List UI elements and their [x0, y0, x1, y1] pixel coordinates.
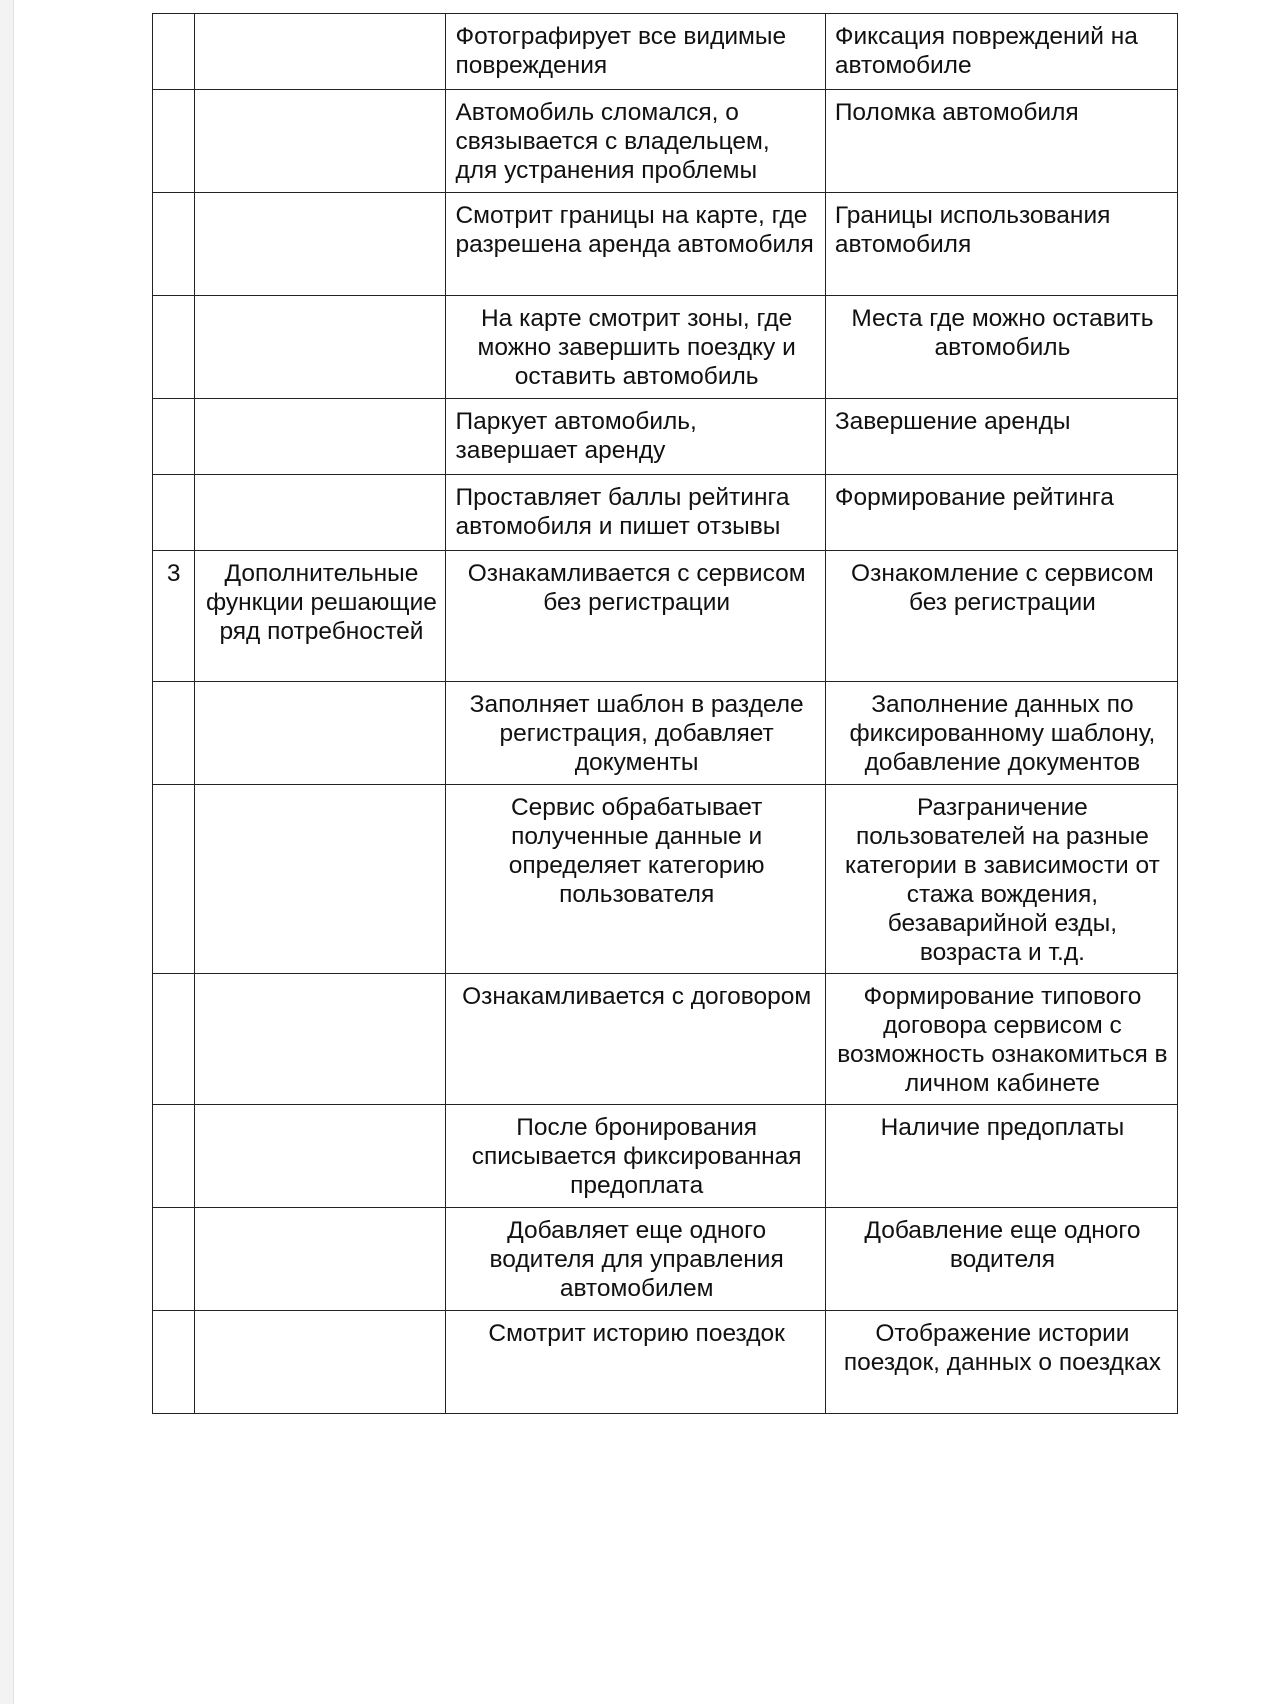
table-row: [153, 193, 1178, 296]
user-action-cell: Заполняет шаблон в разделе регистрация, добавляет документы: [446, 682, 825, 785]
user-action-cell: Паркует автомобиль, завершает аренду: [446, 399, 825, 475]
stage-cell: [195, 14, 446, 90]
row-number: [153, 1105, 195, 1208]
table-row: [153, 974, 1178, 1105]
row-number: [153, 785, 195, 974]
stage-cell: [195, 1311, 446, 1414]
function-cell: Наличие предоплаты: [825, 1105, 1177, 1208]
row-number: [153, 90, 195, 193]
function-cell: Отображение истории поездок, данных о поездках: [825, 1311, 1177, 1414]
function-cell: Разграничение пользователей на разные категории в зависимости от стажа вождения, безаварийной езды, возраста и т.д.: [825, 785, 1177, 974]
function-cell: Места где можно оставить автомобиль: [825, 296, 1177, 399]
user-action-cell: Автомобиль сломался, о связывается с владельцем, для устранения проблемы: [446, 90, 825, 193]
row-number: [153, 682, 195, 785]
table-row: [153, 1105, 1178, 1208]
row-number: [153, 14, 195, 90]
row-number: [153, 1208, 195, 1311]
user-action-cell: Фотографирует все видимые повреждения: [446, 14, 825, 90]
user-action-cell: Ознакамливается с сервисом без регистрации: [446, 551, 825, 682]
user-action-cell: Проставляет баллы рейтинга автомобиля и пишет отзывы: [446, 475, 825, 551]
stage-cell: [195, 399, 446, 475]
user-action-cell: Добавляет еще одного водителя для управления автомобилем: [446, 1208, 825, 1311]
table-row: [153, 90, 1178, 193]
function-cell: Заполнение данных по фиксированному шаблону, добавление документов: [825, 682, 1177, 785]
stage-cell: [195, 785, 446, 974]
stage-cell: [195, 193, 446, 296]
stage-cell: [195, 475, 446, 551]
function-cell: Формирование рейтинга: [825, 475, 1177, 551]
function-cell: Ознакомление с сервисом без регистрации: [825, 551, 1177, 682]
stage-cell: [195, 682, 446, 785]
function-cell: Формирование типового договора сервисом с возможность ознакомиться в личном кабинете: [825, 974, 1177, 1105]
user-action-cell: На карте смотрит зоны, где можно завершить поездку и оставить автомобиль: [446, 296, 825, 399]
user-action-cell: После бронирования списывается фиксированная предоплата: [446, 1105, 825, 1208]
function-cell: Границы использования автомобиля: [825, 193, 1177, 296]
table-row: [153, 682, 1178, 785]
function-cell: Завершение аренды: [825, 399, 1177, 475]
row-number: [153, 475, 195, 551]
function-cell: Добавление еще одного водителя: [825, 1208, 1177, 1311]
table-row: [153, 551, 1178, 682]
stage-cell: [195, 90, 446, 193]
row-number: [153, 296, 195, 399]
table-row: [153, 1208, 1178, 1311]
table-row: [153, 296, 1178, 399]
row-number: [153, 974, 195, 1105]
function-cell: Фиксация повреждений на автомобиле: [825, 14, 1177, 90]
table-row: [153, 475, 1178, 551]
row-number: 3: [153, 551, 195, 682]
scenario-table: [152, 13, 1178, 1414]
stage-cell: [195, 1105, 446, 1208]
stage-cell: Дополнительные функции решающие ряд потребностей: [195, 551, 446, 682]
table-row: [153, 14, 1178, 90]
table-row: [153, 1311, 1178, 1414]
user-action-cell: Сервис обрабатывает полученные данные и определяет категорию пользователя: [446, 785, 825, 974]
stage-cell: [195, 974, 446, 1105]
row-number: [153, 1311, 195, 1414]
table-row: [153, 399, 1178, 475]
stage-cell: [195, 1208, 446, 1311]
stage-cell: [195, 296, 446, 399]
row-number: [153, 193, 195, 296]
function-cell: Поломка автомобиля: [825, 90, 1177, 193]
user-action-cell: Смотрит границы на карте, где разрешена аренда автомобиля: [446, 193, 825, 296]
table-row: [153, 785, 1178, 974]
user-action-cell: Ознакамливается с договором: [446, 974, 825, 1105]
user-action-cell: Смотрит историю поездок: [446, 1311, 825, 1414]
row-number: [153, 399, 195, 475]
